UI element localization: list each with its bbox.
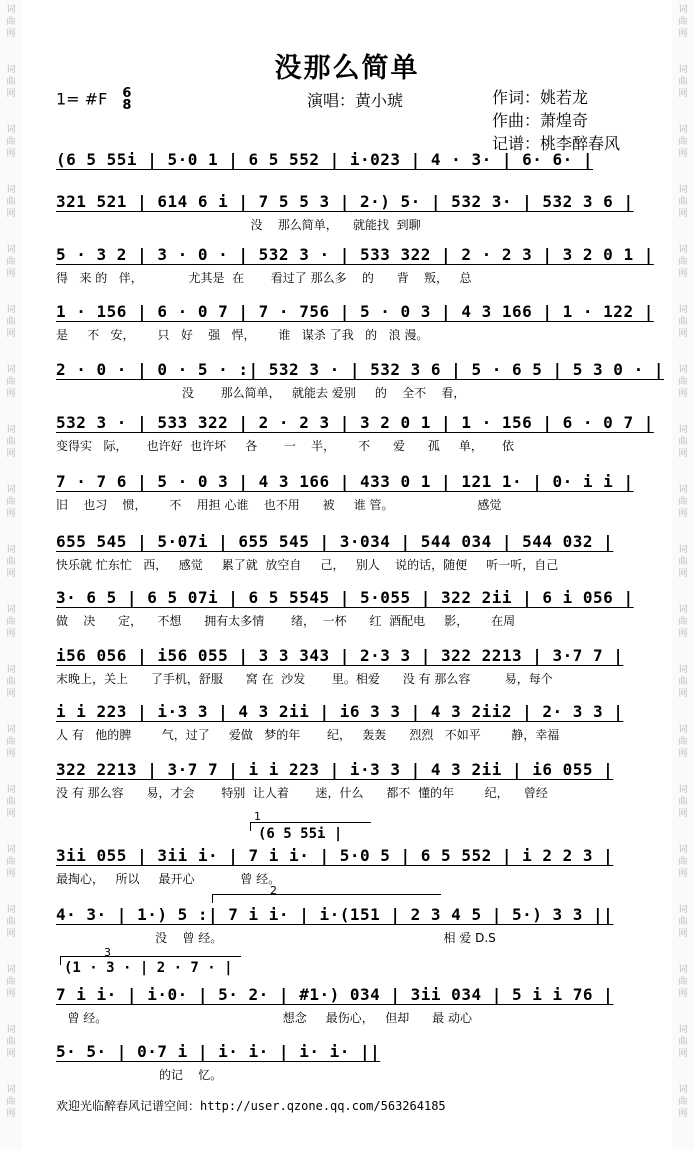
watermark-glyph: 词: [6, 5, 16, 15]
watermark-glyph-group: [3, 64, 19, 100]
watermark-glyph-group: [675, 904, 691, 940]
watermark-glyph: 网: [678, 689, 688, 699]
notation-row: 321 521 | 614 6 i | 7 5 5 3 | 2·) 5· | 532 3· | 532 3 6 |: [56, 192, 634, 211]
watermark-glyph-group: [675, 964, 691, 1000]
lyric-row: 快乐就 忙东忙 西， 感觉 累了就 放空自 己， 别人 说的话，随便 听一听，自己: [56, 558, 559, 572]
watermark-glyph-group: [3, 784, 19, 820]
watermark-glyph-group: [675, 664, 691, 700]
watermark-glyph-group: [675, 724, 691, 760]
watermark-glyph-group: [675, 1024, 691, 1060]
watermark-glyph: 网: [6, 149, 16, 159]
watermark-glyph: 曲: [678, 977, 688, 987]
watermark-glyph: 词: [678, 245, 688, 255]
watermark-glyph: 曲: [678, 737, 688, 747]
watermark-glyph: 曲: [678, 137, 688, 147]
composer-credit: 作曲：萧煌奇: [492, 111, 589, 130]
watermark-glyph: 词: [6, 125, 16, 135]
watermark-glyph-group: [675, 64, 691, 100]
watermark-glyph-group: [675, 604, 691, 640]
watermark-glyph: 网: [6, 929, 16, 939]
score-page: [22, 0, 672, 1149]
watermark-glyph: 词: [678, 545, 688, 555]
lyric-row: 的记 忆。: [56, 1068, 223, 1082]
watermark-glyph: 曲: [6, 77, 16, 87]
watermark-glyph: 曲: [678, 917, 688, 927]
watermark-glyph: 网: [678, 509, 688, 519]
notation-row: 5 · 3 2 | 3 · 0 · | 532 3 · | 533 322 | 2 · 2 3 | 3 2 0 1 |: [56, 245, 654, 264]
watermark-glyph: 网: [6, 1049, 16, 1059]
watermark-glyph-group: [3, 4, 19, 40]
lyric-row: 没 曾 经。 相 爱 D.S: [56, 931, 496, 945]
watermark-glyph-group: [675, 304, 691, 340]
watermark-glyph: 词: [678, 845, 688, 855]
footer-link-text: 欢迎光临醉春风记谱空间：http://user.qzone.qq.com/563264185: [56, 1099, 446, 1113]
notation-row: 4· 3· | 1·) 5 :| 7 i i· | i·(151 | 2 3 4 5 | 5·) 3 3 ||: [56, 905, 614, 924]
watermark-glyph: 词: [678, 425, 688, 435]
watermark-glyph: 曲: [6, 377, 16, 387]
watermark-glyph: 曲: [678, 557, 688, 567]
watermark-glyph-group: [3, 1024, 19, 1060]
watermark-glyph: 曲: [6, 677, 16, 687]
watermark-glyph: 词: [6, 245, 16, 255]
watermark-glyph: 词: [678, 1085, 688, 1095]
watermark-glyph-group: [3, 424, 19, 460]
notation-row: 5· 5· | 0·7 i | i· i· | i· i· ||: [56, 1042, 381, 1061]
watermark-glyph: 网: [6, 869, 16, 879]
watermark-glyph: 网: [6, 209, 16, 219]
watermark-glyph-group: [675, 544, 691, 580]
notation-row: 7 · 7 6 | 5 · 0 3 | 4 3 166 | 433 0 1 | 121 1· | 0· i i |: [56, 472, 634, 491]
watermark-glyph: 曲: [678, 317, 688, 327]
watermark-glyph: 曲: [6, 557, 16, 567]
watermark-glyph: 词: [6, 1025, 16, 1035]
watermark-glyph-group: [675, 484, 691, 520]
watermark-glyph: 词: [678, 605, 688, 615]
volta-mark-3: 3: [104, 946, 111, 959]
watermark-glyph-group: [3, 484, 19, 520]
watermark-glyph: 曲: [6, 857, 16, 867]
watermark-glyph-group: [675, 364, 691, 400]
lyric-row: 是 不 安， 只 好 强 悍， 谁 谋杀 了我 的 浪 漫。: [56, 328, 429, 342]
notation-row: 655 545 | 5·07i | 655 545 | 3·034 | 544 034 | 544 032 |: [56, 532, 614, 551]
watermark-glyph: 曲: [6, 257, 16, 267]
watermark-glyph: 网: [678, 1049, 688, 1059]
watermark-glyph: 网: [6, 749, 16, 759]
watermark-glyph: 网: [678, 809, 688, 819]
watermark-glyph-group: [3, 244, 19, 280]
watermark-glyph: 词: [678, 485, 688, 495]
watermark-glyph: 曲: [6, 1037, 16, 1047]
watermark-glyph: 网: [6, 389, 16, 399]
time-bottom: 8: [122, 98, 132, 113]
watermark-glyph-group: [3, 544, 19, 580]
watermark-glyph: 词: [678, 365, 688, 375]
watermark-glyph-group: [3, 124, 19, 160]
watermark-glyph: 网: [6, 1109, 16, 1119]
time-top: 6: [122, 86, 132, 101]
watermark-glyph: 曲: [678, 197, 688, 207]
watermark-glyph: 曲: [678, 617, 688, 627]
watermark-glyph: 曲: [6, 437, 16, 447]
watermark-glyph: 网: [678, 149, 688, 159]
volta-mark-1: 1: [254, 810, 261, 823]
watermark-glyph: 词: [6, 365, 16, 375]
watermark-glyph-group: [675, 4, 691, 40]
watermark-glyph: 曲: [678, 257, 688, 267]
watermark-glyph: 网: [678, 449, 688, 459]
watermark-glyph: 曲: [678, 497, 688, 507]
watermark-glyph-group: [675, 424, 691, 460]
watermark-glyph-group: [3, 964, 19, 1000]
watermark-glyph: 词: [6, 185, 16, 195]
watermark-glyph: 网: [678, 929, 688, 939]
watermark-glyph: 词: [678, 665, 688, 675]
watermark-glyph: 曲: [6, 317, 16, 327]
lyric-row: 旧 也习 惯， 不 用担 心谁 也不用 被 谁 管。 感觉: [56, 498, 502, 512]
notation-row: 1 · 156 | 6 · 0 7 | 7 · 756 | 5 · 0 3 | 4 3 166 | 1 · 122 |: [56, 302, 654, 321]
watermark-glyph: 网: [6, 89, 16, 99]
watermark-glyph: 词: [6, 425, 16, 435]
watermark-glyph-group: [3, 664, 19, 700]
notation-row: 532 3 · | 533 322 | 2 · 2 3 | 3 2 0 1 | 1 · 156 | 6 · 0 7 |: [56, 413, 654, 432]
watermark-glyph: 曲: [678, 857, 688, 867]
watermark-glyph: 词: [6, 605, 16, 615]
credits-block: [492, 86, 620, 155]
lyric-row: 得 来 的 伴， 尤其是 在 看过了 那么多 的 背 叛， 总: [56, 271, 472, 285]
watermark-glyph-group: [3, 184, 19, 220]
volta-mark-2: 2: [270, 884, 277, 897]
transcriber-credit: 记谱：桃李醉春风: [492, 134, 621, 153]
key-label: 1= #F: [56, 89, 108, 109]
song-title: 没那么简单: [274, 53, 420, 84]
watermark-glyph: 网: [678, 29, 688, 39]
volta-bracket-2: [212, 894, 441, 903]
watermark-glyph-group: [3, 364, 19, 400]
watermark-glyph: 词: [6, 965, 16, 975]
watermark-glyph: 曲: [6, 797, 16, 807]
notation-row: i56 056 | i56 055 | 3 3 343 | 2·3 3 | 322 2213 | 3·7 7 |: [56, 646, 624, 665]
watermark-glyph: 曲: [6, 617, 16, 627]
watermark-glyph: 曲: [678, 17, 688, 27]
key-signature: [56, 88, 131, 112]
watermark-glyph: 曲: [6, 1097, 16, 1107]
watermark-glyph: 词: [6, 665, 16, 675]
left-watermark-strip: [0, 0, 23, 1149]
volta-alt-phrase-3: (1 · 3 · | 2 · 7 · |: [64, 960, 233, 976]
watermark-glyph: 网: [6, 689, 16, 699]
notation-row: 2 · 0 · | 0 · 5 · :| 532 3 · | 532 3 6 | 5 · 6 5 | 5 3 0 · |: [56, 360, 664, 379]
watermark-glyph: 网: [678, 989, 688, 999]
watermark-glyph: 网: [6, 989, 16, 999]
volta-alt-phrase-1: (6 5 55i |: [258, 826, 343, 842]
watermark-glyph-group: [3, 724, 19, 760]
watermark-glyph: 词: [6, 785, 16, 795]
watermark-glyph: 网: [6, 509, 16, 519]
lyric-row: 末晚上，关上 了手机，舒服 窝 在 沙发 里。相爱 没 有 那么容 易，每个: [56, 672, 553, 686]
notation-row: (6 5 55i | 5·0 1 | 6 5 552 | i·023 | 4 · 3· | 6· 6· |: [56, 150, 594, 169]
watermark-glyph: 网: [678, 329, 688, 339]
watermark-glyph: 词: [678, 5, 688, 15]
watermark-glyph: 词: [6, 725, 16, 735]
watermark-glyph: 曲: [678, 1097, 688, 1107]
watermark-glyph-group: [675, 184, 691, 220]
watermark-glyph: 网: [6, 569, 16, 579]
watermark-glyph: 词: [678, 185, 688, 195]
watermark-glyph: 词: [6, 65, 16, 75]
watermark-glyph: 网: [678, 629, 688, 639]
lyricist-credit: 作词：姚若龙: [492, 88, 589, 107]
watermark-glyph: 词: [6, 845, 16, 855]
watermark-glyph: 词: [678, 125, 688, 135]
lyric-row: 没 那么简单， 就能去 爱别 的 全不 看，: [56, 386, 466, 400]
watermark-glyph: 曲: [6, 137, 16, 147]
lyric-row: 人 有 他的脾 气，过了 爱做 梦的年 纪， 轰轰 烈烈 不如平 静，幸福: [56, 728, 560, 742]
watermark-glyph: 曲: [678, 677, 688, 687]
watermark-glyph: 词: [678, 785, 688, 795]
watermark-glyph-group: [675, 244, 691, 280]
watermark-glyph-group: [3, 844, 19, 880]
watermark-glyph: 网: [6, 449, 16, 459]
watermark-glyph: 曲: [678, 377, 688, 387]
lyric-row: 变得实 际， 也许好 也许坏 各 一 半， 不 爱 孤 单， 依: [56, 439, 514, 453]
watermark-glyph: 词: [678, 1025, 688, 1035]
watermark-glyph-group: [675, 1084, 691, 1120]
watermark-glyph: 词: [678, 725, 688, 735]
watermark-glyph: 网: [678, 569, 688, 579]
watermark-glyph: 曲: [6, 17, 16, 27]
watermark-glyph-group: [675, 124, 691, 160]
lyric-row: 最掏心， 所以 最开心 曾 经。: [56, 872, 281, 886]
watermark-glyph: 曲: [6, 977, 16, 987]
watermark-glyph: 词: [678, 905, 688, 915]
watermark-glyph: 网: [678, 89, 688, 99]
watermark-glyph: 词: [6, 545, 16, 555]
watermark-glyph: 网: [6, 29, 16, 39]
watermark-glyph: 网: [678, 869, 688, 879]
lyric-row: 没 那么简单， 就能找 到聊: [56, 218, 421, 232]
lyric-row: 做 决 定， 不想 拥有太多情 绪， 一杯 红 酒配电 影， 在周: [56, 614, 516, 628]
watermark-glyph: 词: [6, 905, 16, 915]
watermark-glyph: 曲: [678, 437, 688, 447]
watermark-glyph-group: [675, 784, 691, 820]
watermark-glyph: 曲: [678, 77, 688, 87]
watermark-glyph: 网: [6, 329, 16, 339]
watermark-glyph: 词: [6, 485, 16, 495]
watermark-glyph: 曲: [6, 917, 16, 927]
watermark-glyph: 词: [678, 965, 688, 975]
watermark-glyph: 曲: [6, 737, 16, 747]
watermark-glyph: 曲: [6, 497, 16, 507]
watermark-glyph-group: [675, 844, 691, 880]
watermark-glyph-group: [3, 1084, 19, 1120]
right-watermark-strip: [671, 0, 694, 1149]
watermark-glyph: 词: [678, 65, 688, 75]
watermark-glyph: 曲: [678, 797, 688, 807]
watermark-glyph: 网: [6, 629, 16, 639]
watermark-glyph: 网: [678, 209, 688, 219]
lyric-row: 没 有 那么容 易，才会 特别 让人着 迷，什么 都不 懂的年 纪， 曾经: [56, 786, 548, 800]
notation-row: 3· 6 5 | 6 5 07i | 6 5 5545 | 5·055 | 322 2ii | 6 i 056 |: [56, 588, 634, 607]
notation-row: i i 223 | i·3 3 | 4 3 2ii | i6 3 3 | 4 3 2ii2 | 2· 3 3 |: [56, 702, 624, 721]
watermark-glyph: 网: [678, 269, 688, 279]
watermark-glyph: 网: [678, 749, 688, 759]
watermark-glyph: 曲: [678, 1037, 688, 1047]
watermark-glyph: 词: [6, 305, 16, 315]
watermark-glyph-group: [3, 304, 19, 340]
watermark-glyph: 网: [678, 1109, 688, 1119]
watermark-glyph: 网: [678, 389, 688, 399]
time-signature: [122, 88, 131, 112]
watermark-glyph: 网: [6, 809, 16, 819]
watermark-glyph: 网: [6, 269, 16, 279]
notation-row: 3ii 055 | 3ii i· | 7 i i· | 5·0 5 | 6 5 552 | i 2 2 3 |: [56, 846, 614, 865]
lyric-row: 曾 经。 想念 最伤心， 但却 最 动心: [56, 1011, 472, 1025]
notation-row: 322 2213 | 3·7 7 | i i 223 | i·3 3 | 4 3 2ii | i6 055 |: [56, 760, 614, 779]
singer-credit: 演唱：黄小琥: [307, 91, 404, 110]
watermark-glyph-group: [3, 604, 19, 640]
watermark-glyph: 词: [6, 1085, 16, 1095]
watermark-glyph-group: [3, 904, 19, 940]
watermark-glyph: 曲: [6, 197, 16, 207]
notation-row: 7 i i· | i·0· | 5· 2· | #1·) 034 | 3ii 034 | 5 i i 76 |: [56, 985, 614, 1004]
watermark-glyph: 词: [678, 305, 688, 315]
